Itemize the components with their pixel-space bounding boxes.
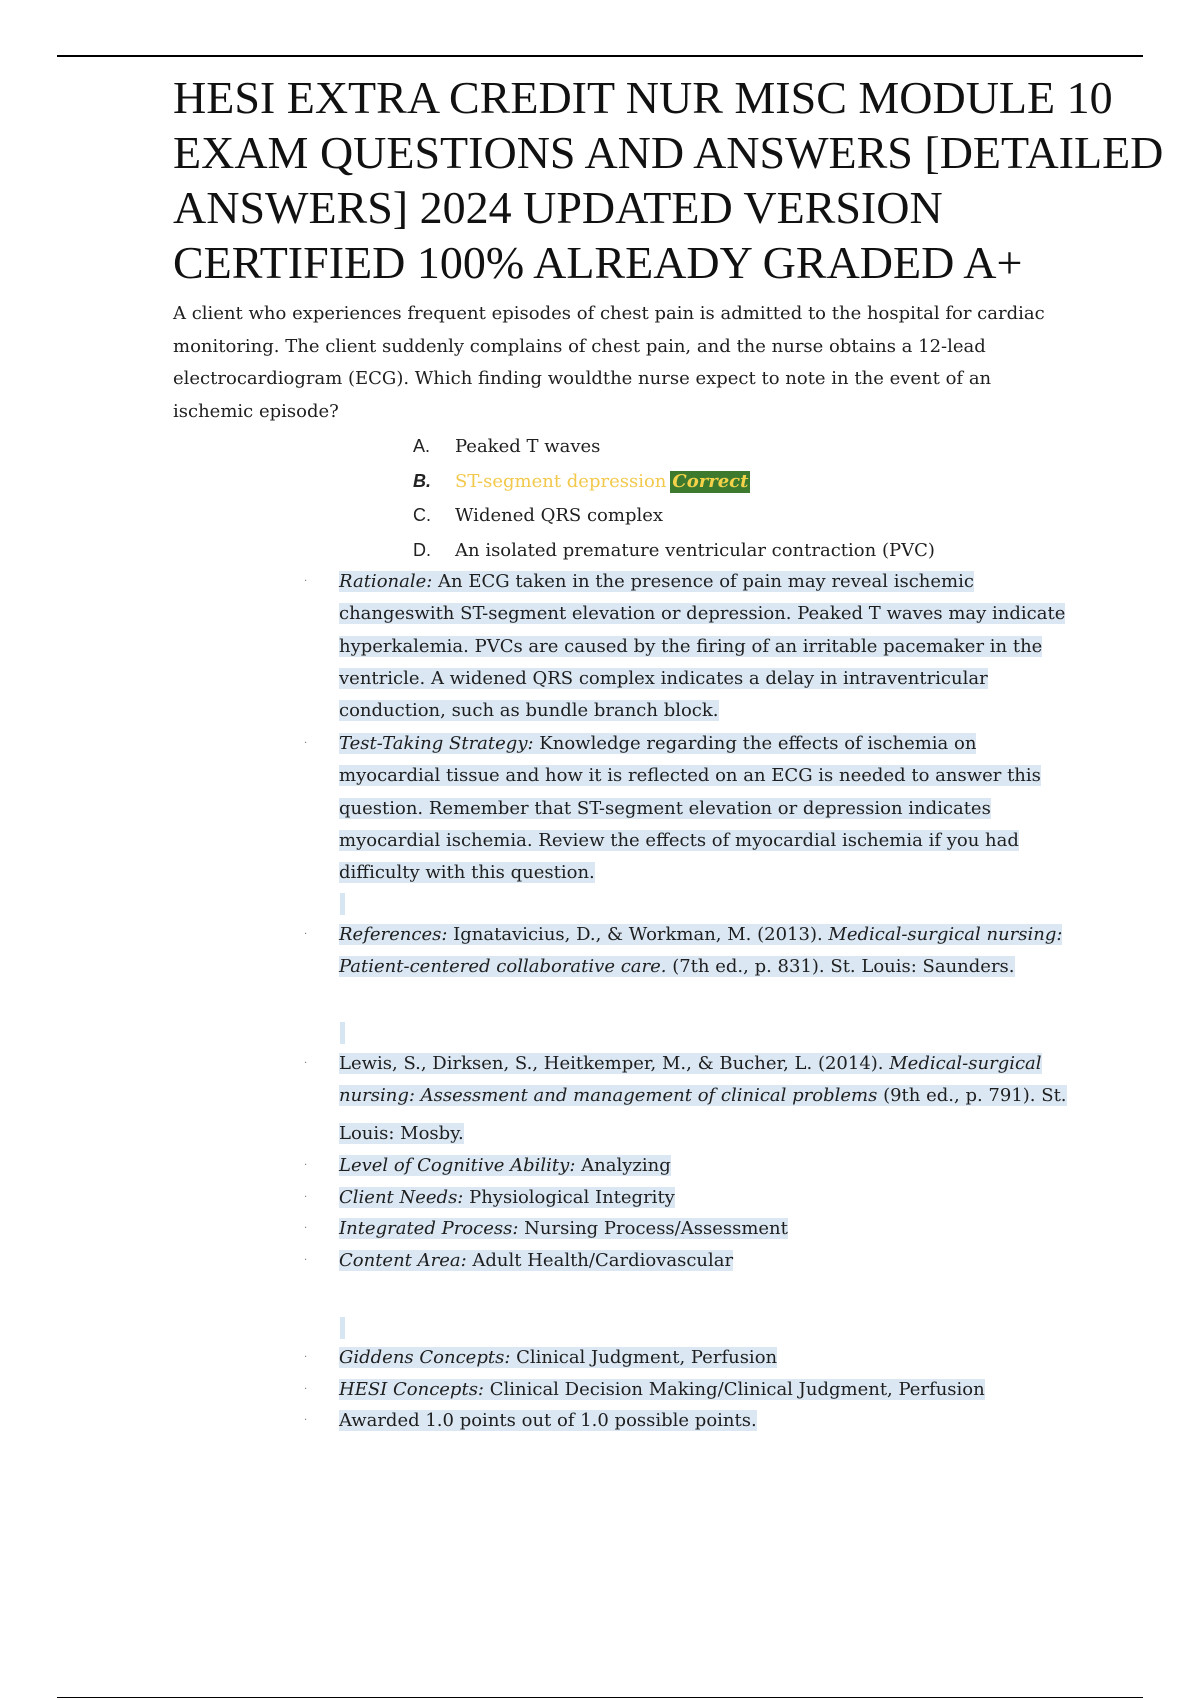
- meta-label: Client Needs:: [339, 1187, 464, 1208]
- meta-label: Content Area:: [339, 1250, 467, 1271]
- bullet: ·: [304, 1223, 308, 1234]
- reference-2-title: Medical-surgical nursing: Assessment and management of clinical problems: [339, 1053, 1042, 1107]
- meta-value: Nursing Process/Assessment: [518, 1218, 788, 1239]
- option-text: Peaked T waves: [455, 436, 601, 457]
- bullet: ·: [304, 1160, 308, 1171]
- empty-highlight-mark: [340, 893, 345, 915]
- option-b[interactable]: [413, 464, 935, 499]
- bullet: ·: [304, 929, 308, 940]
- meta-value: Analyzing: [575, 1155, 671, 1176]
- option-d[interactable]: [413, 533, 935, 568]
- reference-2-authors: Lewis, S., Dirksen, S., Heitkemper, M., & Bucher, L. (2014).: [339, 1053, 890, 1074]
- title-line: HESI EXTRA CREDIT NUR MISC MODULE 10: [173, 72, 1113, 123]
- title-line: ANSWERS] 2024 UPDATED VERSION: [173, 182, 943, 233]
- answer-options: [413, 429, 935, 567]
- score-text: Awarded 1.0 points out of 1.0 possible points.: [339, 1410, 757, 1431]
- reference-1-authors: Ignatavicius, D., & Workman, M. (2013).: [447, 924, 829, 945]
- reference-2-tail: [339, 1118, 1079, 1150]
- strategy-text: Knowledge regarding the effects of ischemia on myocardial tissue and how it is reflected on an ECG is needed to answer this question. Remember that ST-segment elevation or depression indicates myocardial ischemia. Review the effects of myocardial ischemia if you had difficulty with this question.: [339, 733, 1041, 884]
- reference-1: [304, 919, 1079, 984]
- top-rule: [57, 55, 1143, 57]
- reference-2-location: Louis: Mosby.: [339, 1123, 464, 1144]
- question-text: A client who experiences frequent episodes of chest pain is admitted to the hospital for cardiac monitoring. The client suddenly complains of chest pain, and the nurse obtains a 12-lead electrocardiogram (ECG). Which finding wouldthe nurse expect to note in the event of an ischemic episode?: [173, 303, 1045, 422]
- meta-cognitive-level: [304, 1150, 1079, 1182]
- page-title: [173, 70, 1200, 290]
- meta-label: Integrated Process:: [339, 1218, 519, 1239]
- references-label: References:: [339, 924, 448, 945]
- option-c[interactable]: [413, 498, 935, 533]
- bottom-rule: [57, 1697, 1143, 1698]
- score-line: [304, 1405, 1079, 1437]
- concept-label: HESI Concepts:: [339, 1379, 484, 1400]
- giddens-concepts: [304, 1342, 1079, 1374]
- option-text: Widened QRS complex: [455, 505, 664, 526]
- meta-integrated-process: [304, 1213, 1079, 1245]
- strategy-note: [304, 728, 1079, 889]
- concept-value: Clinical Decision Making/Clinical Judgment, Perfusion: [484, 1379, 985, 1400]
- option-letter: D.: [413, 539, 431, 560]
- option-a[interactable]: [413, 429, 935, 464]
- rationale-label: Rationale:: [339, 571, 433, 592]
- meta-label: Level of Cognitive Ability:: [339, 1155, 576, 1176]
- bullet: ·: [304, 1192, 308, 1203]
- meta-value: Adult Health/Cardiovascular: [466, 1250, 734, 1271]
- option-letter: C.: [413, 505, 431, 525]
- meta-content-area: [304, 1245, 1079, 1277]
- empty-highlight-mark: [340, 1317, 345, 1339]
- reference-2: [304, 1048, 1079, 1113]
- rationale-text: An ECG taken in the presence of pain may reveal ischemic changeswith ST-segment elevation or depression. Peaked T waves may indicate hyperkalemia. PVCs are caused by the firing of an irritable pacemaker in the ventricle. A widened QRS complex indicates a delay in intraventricular conduction, such as bundle branch block.: [339, 571, 1066, 722]
- empty-highlight-mark: [340, 1022, 345, 1044]
- bullet: ·: [304, 1255, 308, 1266]
- bullet: ·: [304, 576, 308, 587]
- option-letter: A.: [413, 436, 431, 456]
- option-letter: B.: [413, 470, 431, 491]
- concept-value: Clinical Judgment, Perfusion: [510, 1347, 778, 1368]
- title-line: EXAM QUESTIONS AND ANSWERS [DETAILED: [173, 127, 1164, 178]
- bullet: ·: [304, 738, 308, 749]
- concept-label: Giddens Concepts:: [339, 1347, 511, 1368]
- bullet: ·: [304, 1384, 308, 1395]
- meta-client-needs: [304, 1182, 1079, 1214]
- reference-1-publisher: (7th ed., p. 831). St. Louis: Saunders.: [666, 956, 1015, 978]
- bullet: ·: [304, 1352, 308, 1363]
- reference-1-title: Medical-surgical nursing: Patient-centered collaborative care.: [339, 924, 1063, 978]
- title-line: CERTIFIED 100% ALREADY GRADED A+: [173, 237, 1023, 288]
- meta-value: Physiological Integrity: [463, 1187, 675, 1208]
- bullet: ·: [304, 1058, 308, 1069]
- correct-badge: Correct: [672, 470, 749, 492]
- option-text: An isolated premature ventricular contraction (PVC): [455, 539, 935, 561]
- reference-2-edition: (9th ed., p. 791). St.: [877, 1085, 1067, 1107]
- strategy-label: Test-Taking Strategy:: [339, 733, 534, 754]
- option-text: ST-segment depression: [455, 470, 667, 492]
- rationale-note: [304, 566, 1079, 727]
- bullet: ·: [304, 1415, 308, 1426]
- hesi-concepts: [304, 1374, 1079, 1406]
